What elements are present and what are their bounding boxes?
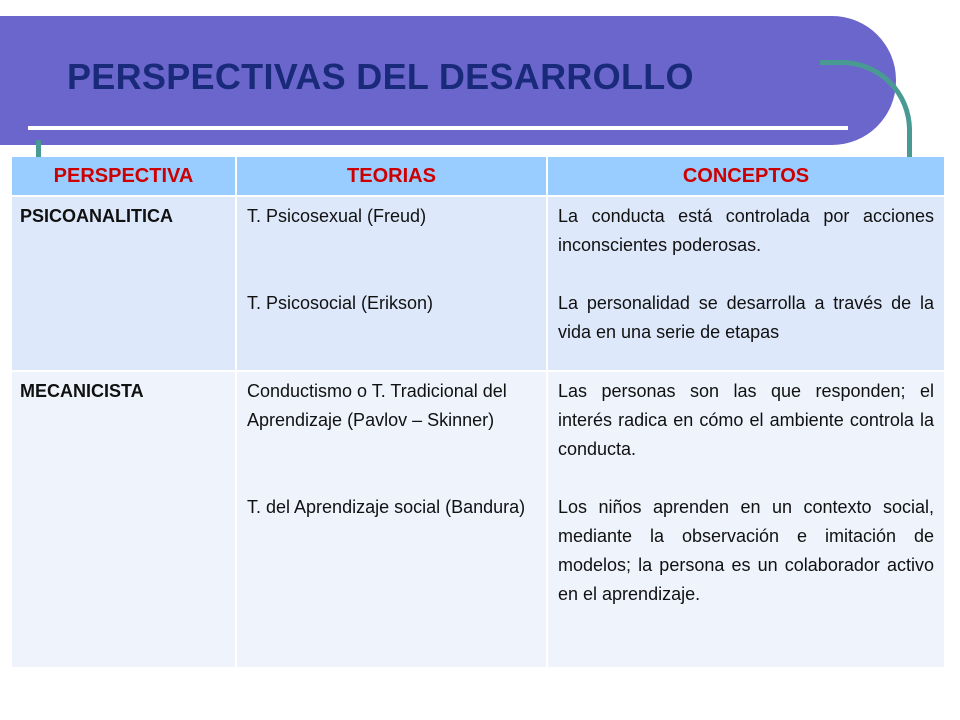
theories-cell <box>236 196 547 371</box>
theories-cell <box>236 371 547 667</box>
header-conceptos: CONCEPTOS <box>547 157 944 196</box>
theory-item: T. del Aprendizaje social (Bandura) <box>247 497 526 517</box>
table-header-row <box>12 157 944 196</box>
concepts-cell <box>547 371 944 667</box>
theory-item: Conductismo o T. Tradicional del Aprendizaje (Pavlov – Skinner) <box>247 381 507 430</box>
perspective-cell: MECANICISTA <box>12 371 236 667</box>
theory-item: T. Psicosocial (Erikson) <box>247 293 434 313</box>
perspective-cell: PSICOANALITICA <box>12 196 236 371</box>
theory-item: T. Psicosexual (Freud) <box>247 206 427 226</box>
header-teorias: TEORIAS <box>236 157 547 196</box>
header-perspectiva: PERSPECTIVA <box>12 157 236 196</box>
concept-item: La conducta está controlada por acciones inconscientes poderosas. <box>558 206 934 255</box>
table-row <box>12 196 944 371</box>
perspectives-table <box>12 157 944 667</box>
table-row <box>12 371 944 667</box>
concepts-cell <box>547 196 944 371</box>
decorative-line <box>36 140 41 158</box>
banner-underline <box>28 126 848 130</box>
slide-title: PERSPECTIVAS DEL DESARROLLO <box>67 56 694 97</box>
concept-item: La personalidad se desarrolla a través de la vida en una serie de etapas <box>558 293 934 342</box>
decorative-arc <box>820 60 912 160</box>
concept-item: Las personas son las que responden; el interés radica en cómo el ambiente controla la conducta. <box>558 381 934 459</box>
concept-item: Los niños aprenden en un contexto social, mediante la observación e imitación de modelos; la persona es un colaborador activo en el aprendizaje. <box>558 497 934 604</box>
